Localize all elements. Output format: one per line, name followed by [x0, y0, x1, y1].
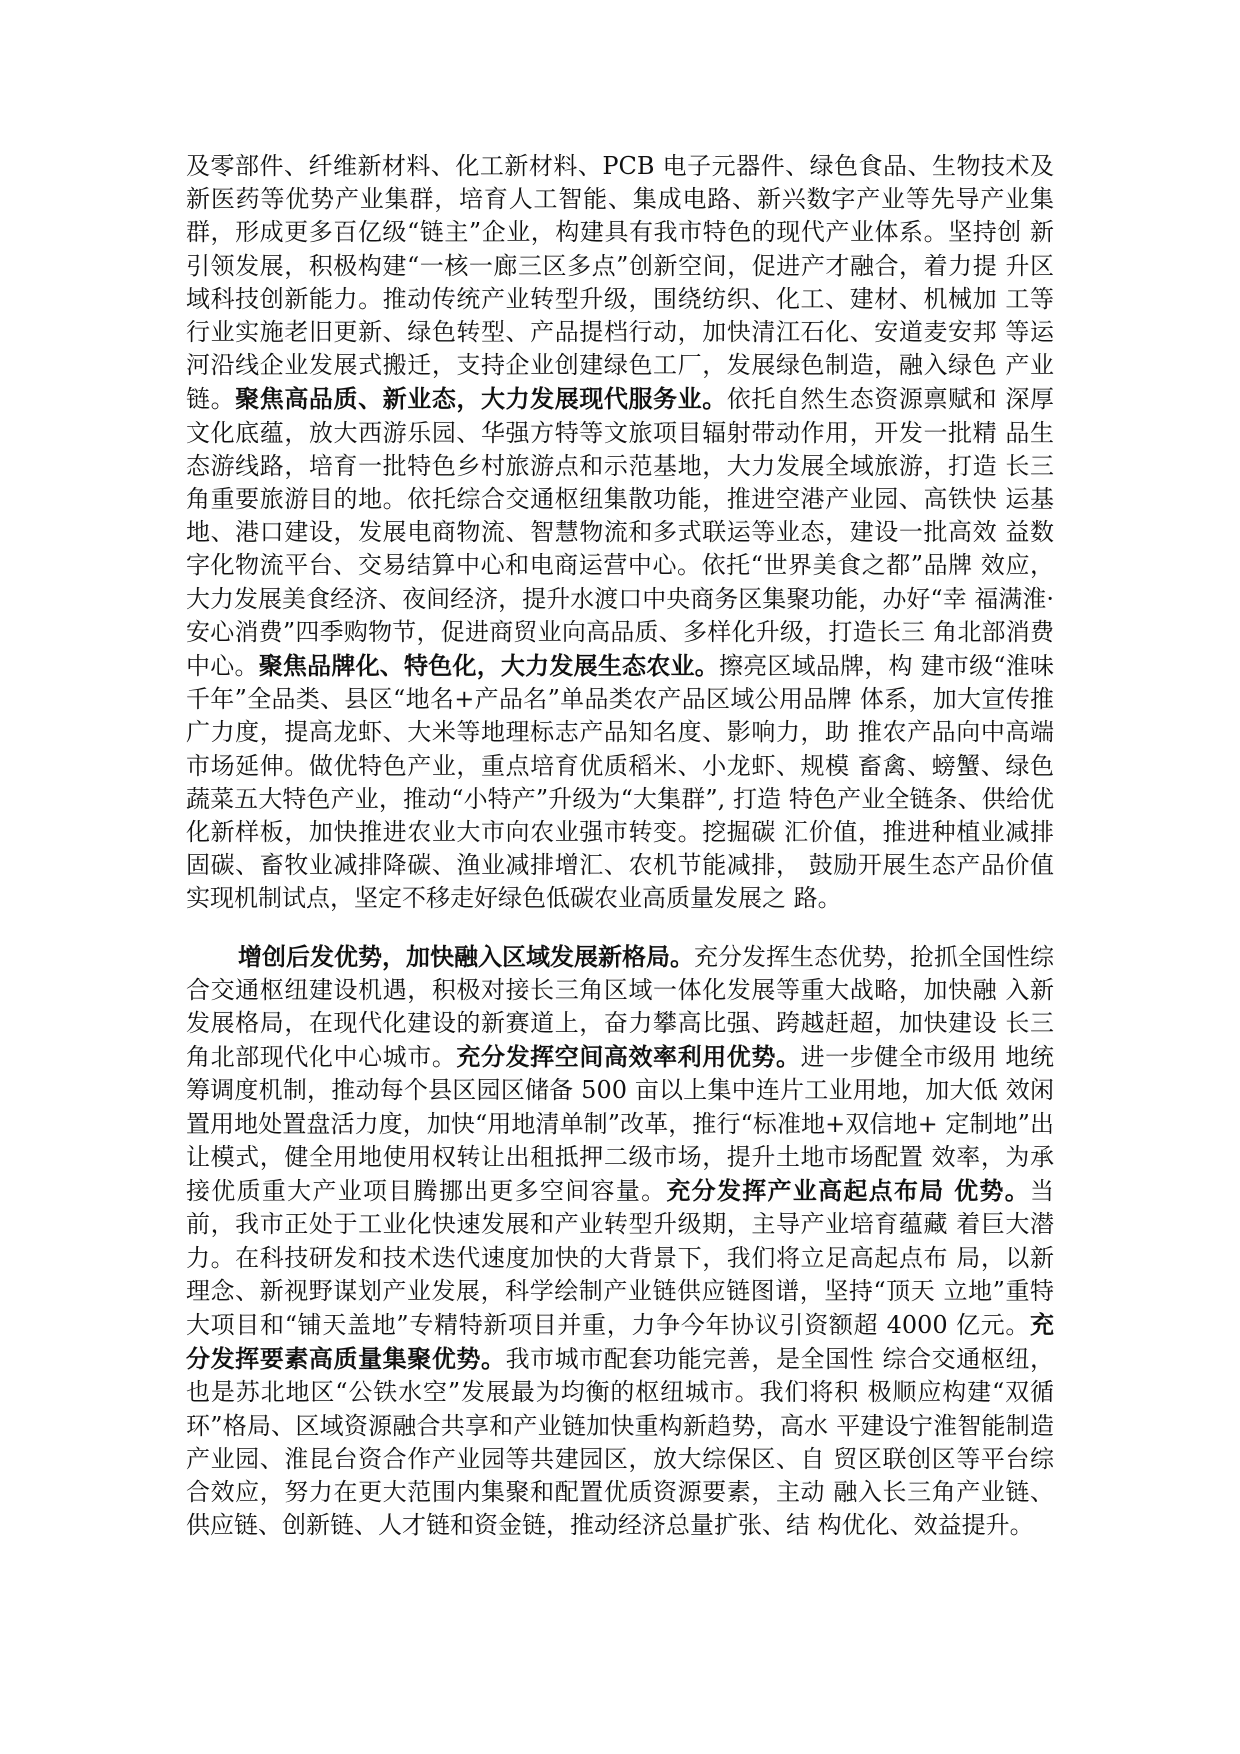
paragraph-text: 当前，我市正处于工业化快速发展和产业转型升级期，主导产业培育蕴藏 着巨大潜力。在科技研发和技术迭代速度加快的大背景下，我们将立足高起点布 局，以新理念、新视野谋划产业发展，科学绘制产业链供应链图谱，坚持“顶天 立地”重特大项目和“铺天盖地”专精特新项目并重，力争今年协议引资额超 4000 亿元。: [186, 1177, 1054, 1339]
paragraph-text: 我市城市配套功能完善，是全国性 综合交通枢纽，也是苏北地区“公铁水空”发展最为均衡的枢纽城市。我们将积 极顺应构建“双循环”格局、区域资源融合共享和产业链加快重构新趋势，高水 平建设宁淮智能制造产业园、淮昆台资合作产业园等共建园区，放大综保区、自 贸区联创区等平台综合效应，努力在更大范围内集聚和配置优质资源要素，主动 融入长三角产业链、供应链、创新链、人才链和资金链，推动经济总量扩张、结 构优化、效益提升。: [186, 1345, 1054, 1540]
paragraph-regional-development: [186, 940, 1054, 1543]
paragraph-text: 进一步健全市级用 地统筹调度机制，推动每个县区园区储备 500 亩以上集中连片工业用地，加大低 效闲置用地处置盘活力度，加快“用地清单制”改革，推行“标准地+双信地+ 定制地”出让模式，健全用地使用权转让出租抵押二级市场，提升土地市场配置 效率，为承接优质重大产业项目腾挪出更多空间容量。: [186, 1043, 1055, 1206]
section-heading-industry-layout: 充分发挥产业高起点布局 优势。: [666, 1176, 1030, 1206]
paragraph-text: 擦亮区域品牌，构 建市级“淮味千年”全品类、县区“地名+产品名”单品类农产品区域公用品牌 体系，加大宣传推广力度，提高龙虾、大米等地理标志产品知名度、影响力，助 推农产品向中高端市场延伸。做优特色产业，重点培育优质稻米、小龙虾、规模 畜禽、螃蟹、绿色蔬菜五大特色产业，推动“小特产”升级为“大集群”, 打造 特色产业全链条、供给优化新样板，加快推进农业大市向农业强市转变。挖掘碳 汇价值，推进种植业减排固碳、畜牧业减排降碳、渔业减排增汇、农机节能减排， 鼓励开展生态产品价值实现机制试点，坚定不移走好绿色低碳农业高质量发展之 路。: [186, 652, 1055, 913]
paragraph-industry-services-agriculture: [186, 150, 1054, 916]
section-heading-late-mover-advantage: 增创后发优势，加快融入区域发展新格局。: [238, 941, 694, 971]
section-heading-ecological-agriculture: 聚焦品牌化、特色化，大力发展生态农业。: [258, 651, 719, 681]
section-heading-factor-aggregation: 充分发挥要素高质量集聚优势。: [186, 1309, 1054, 1374]
paragraph-text: 充分发挥生态优势，抢抓全国性综合交通枢纽建设机遇，积极对接长三角区域一体化发展等重大战略，加快融 入新发展格局，在现代化建设的新赛道上，奋力攀高比强、跨越赶超，加快建设 长三角北部现代化中心城市。: [186, 942, 1054, 1072]
paragraph-text: 依托自然生态资源禀赋和 深厚文化底蕴，放大西游乐园、华强方特等文旅项目辐射带动作用，开发一批精 品生态游线路，培育一批特色乡村旅游点和示范基地，大力发展全域旅游，打造 长三角重要旅游目的地。依托综合交通枢纽集散功能，推进空港产业园、高铁快 运基地、港口建设，发展电商物流、智慧物流和多式联运等业态，建设一批高效 益数字化物流平台、交易结算中心和电商运营中心。依托“世界美食之都”品牌 效应，大力发展美食经济、夜间经济，提升水渡口中央商务区集聚功能，办好“幸 福满淮·安心消费”四季购物节，促进商贸业向高品质、多样化升级，打造长三 角北部消费中心。: [186, 385, 1055, 681]
section-heading-modern-services: 聚焦高品质、新业态，大力发展现代服务业。: [235, 384, 727, 414]
section-heading-space-efficiency: 充分发挥空间高效率利用优势。: [456, 1042, 801, 1072]
paragraph-text: 及零部件、纤维新材料、化工新材料、PCB 电子元器件、绿色食品、生物技术及 新医药等优势产业集群，培育人工智能、集成电路、新兴数字产业等先导产业集 群，形成更多百亿级“链主”企业，构建具有我市特色的现代产业体系。坚持创 新引领发展，积极构建“一核一廊三区多点”创新空间，促进产才融合，着力提 升区域科技创新能力。推动传统产业转型升级，围绕纺织、化工、建材、机械加 工等行业实施老旧更新、绿色转型、产品提档行动，加快清江石化、安道麦安邦 等运河沿线企业发展式搬迁，支持企业创建绿色工厂，发展绿色制造，融入绿色 产业链。: [186, 152, 1054, 414]
document-body: [186, 150, 1054, 1542]
